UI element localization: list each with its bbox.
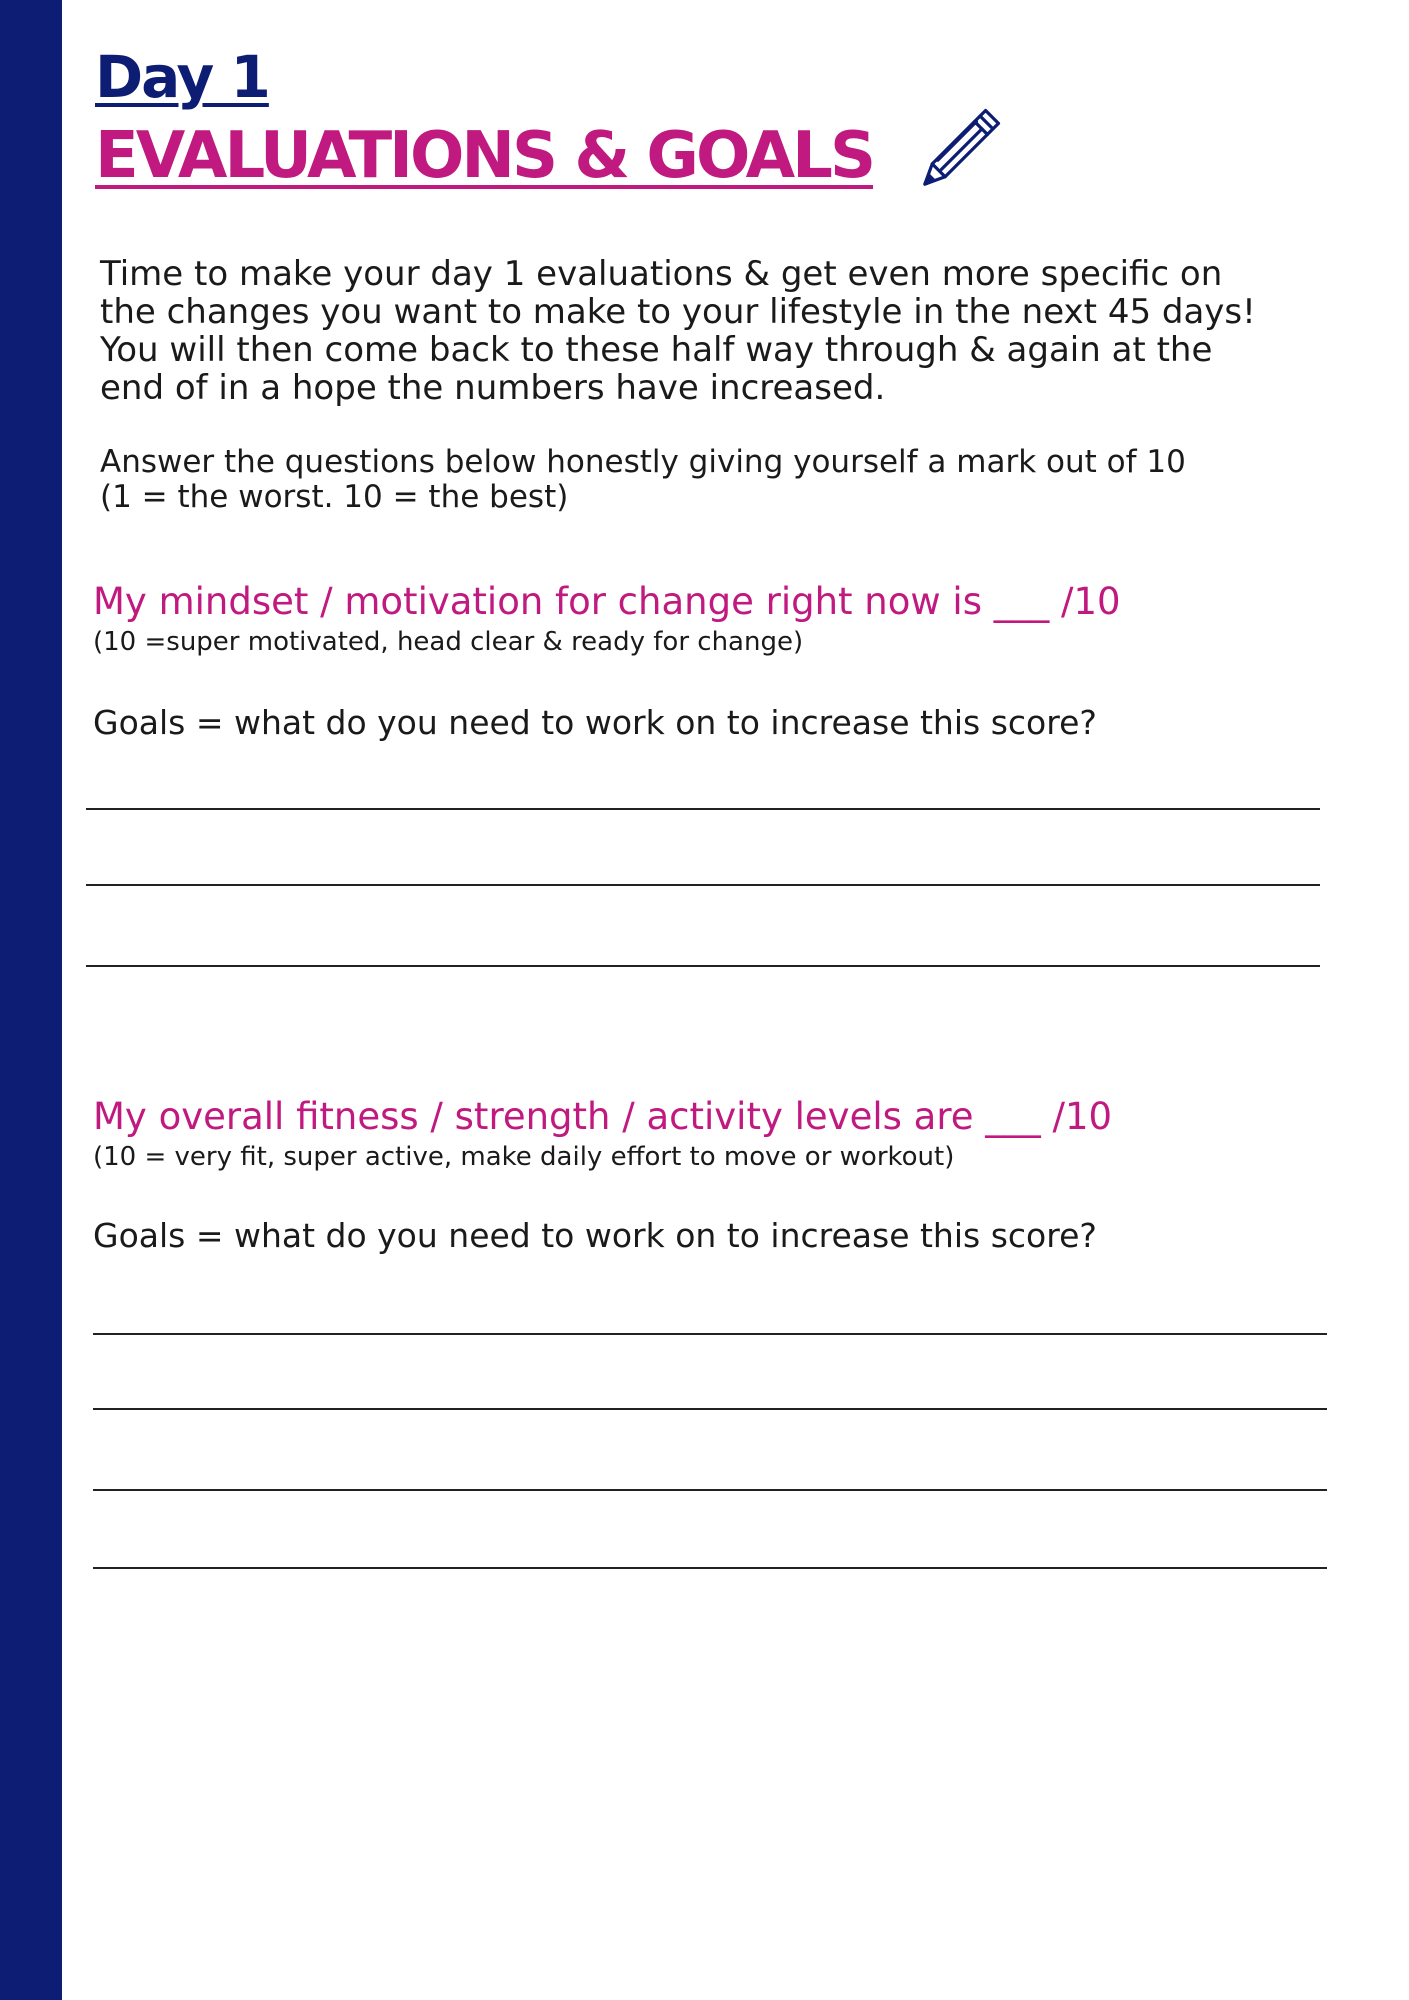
mindset-question: My mindset / motivation for change right now is ___ /10 (93, 580, 1121, 623)
intro-line: You will then come back to these half way through & again at the (100, 330, 1213, 370)
intro-line: the changes you want to make to your lifestyle in the next 45 days! (100, 292, 1256, 332)
answer-line[interactable] (93, 1408, 1327, 1410)
fitness-goals-prompt: Goals = what do you need to work on to increase this score? (93, 1216, 1097, 1255)
instructions-scale: (1 = the worst. 10 = the best) (100, 479, 569, 515)
answer-line[interactable] (93, 1489, 1327, 1491)
answer-line[interactable] (86, 808, 1320, 810)
instructions-line: Answer the questions below honestly giving yourself a mark out of 10 (100, 444, 1186, 480)
answer-line[interactable] (93, 1567, 1327, 1569)
fitness-hint: (10 = very fit, super active, make daily effort to move or workout) (93, 1142, 955, 1172)
fitness-question: My overall fitness / strength / activity levels are ___ /10 (93, 1095, 1113, 1138)
mindset-hint: (10 =super motivated, head clear & ready for change) (93, 627, 804, 657)
page-heading (95, 43, 874, 193)
instructions (100, 445, 1320, 515)
intro-paragraph (100, 255, 1320, 407)
pencil-icon (912, 105, 1004, 197)
answer-line[interactable] (86, 965, 1320, 967)
page-title: EVALUATIONS & GOALS (95, 119, 874, 193)
intro-line: Time to make your day 1 evaluations & get even more specific on (100, 254, 1223, 294)
answer-line[interactable] (93, 1333, 1327, 1335)
sidebar-accent (0, 0, 62, 2000)
mindset-goals-prompt: Goals = what do you need to work on to increase this score? (93, 703, 1097, 742)
answer-line[interactable] (86, 884, 1320, 886)
day-title: Day 1 (95, 43, 269, 111)
intro-line: end of in a hope the numbers have increased. (100, 368, 886, 408)
